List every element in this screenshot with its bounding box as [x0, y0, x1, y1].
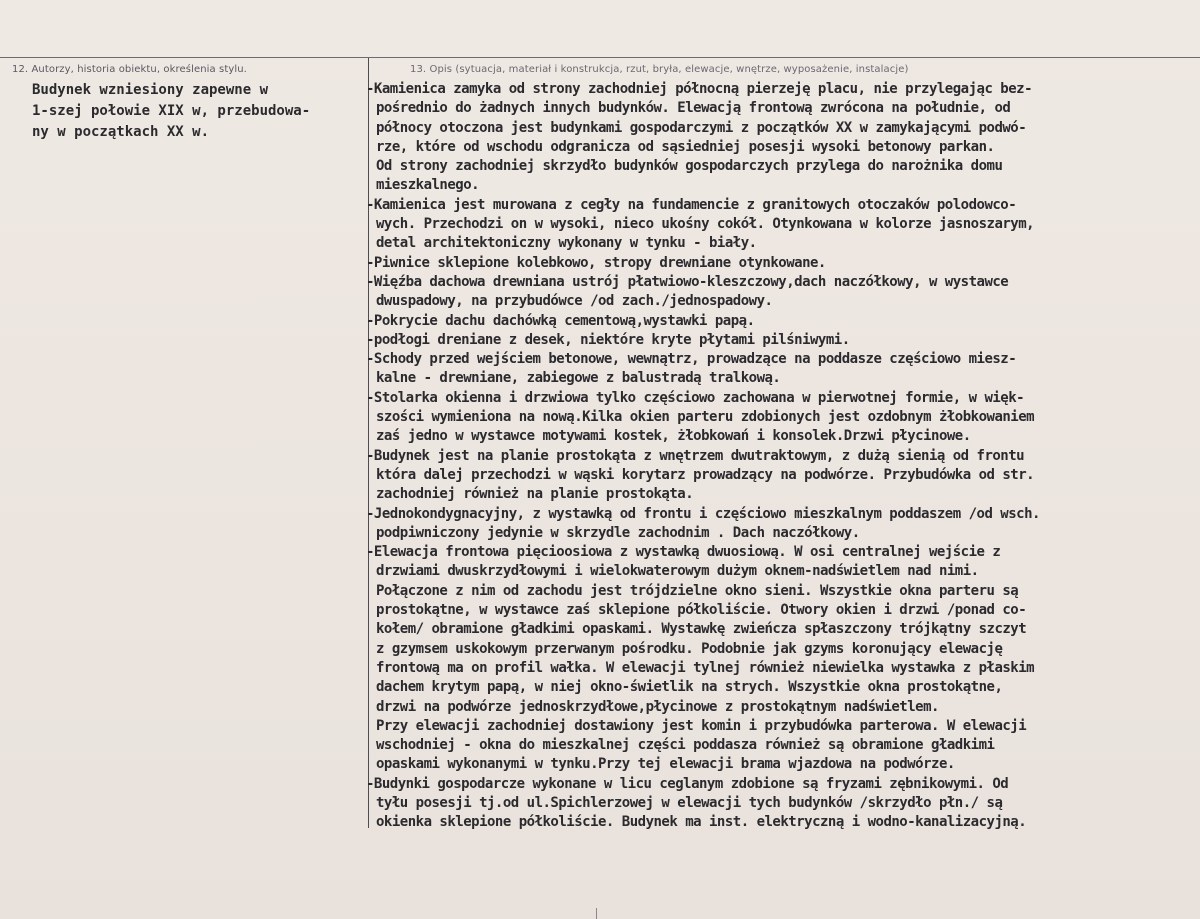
section-12-line: Budynek wzniesiony zapewne w	[32, 82, 269, 98]
section-13-line: -Elewacja frontowa pięcioosiowa z wystawką dwuosiową. W osi centralnej wejście z	[366, 544, 1001, 561]
section-13-line: podpiwniczony jedynie w skrzydle zachodnim . Dach naczółkowy.	[376, 524, 860, 541]
section-13-line: -podłogi dreniane z desek, niektóre kryte płytami pilśniwymi.	[366, 331, 850, 348]
section-13-line: Połączone z nim od zachodu jest trójdzielne okno sieni. Wszystkie okna parteru są	[376, 582, 1019, 599]
section-13-line: kołem/ obramione gładkimi opaskami. Wystawkę zwieńcza spłaszczony trójkątny szczyt	[376, 621, 1027, 638]
section-13-line: północy otoczona jest budynkami gospodarczymi z początków XX w zamykającymi podwó-	[376, 119, 1027, 136]
section-13-line: Od strony zachodniej skrzydło budynków gospodarczych przylega do narożnika domu	[376, 158, 1003, 175]
section-13-line: -Piwnice sklepione kolebkowo, stropy drewniane otynkowane.	[366, 254, 826, 271]
section-13-line: wych. Przechodzi on w wysoki, nieco ukośny cokół. Otynkowana w kolorze jasnoszarym,	[376, 216, 1035, 233]
section-13-line: dachem krytym papą, w niej okno-świetlik na strych. Wszystkie okna prostokątne,	[376, 679, 1003, 696]
section-13-line: prostokątne, w wystawce zaś sklepione półkoliście. Otwory okien i drzwi /ponad co-	[376, 602, 1027, 619]
section-13-line: opaskami wykonanymi w tynku.Przy tej elewacji brama wjazdowa na podwórze.	[376, 756, 955, 773]
section-12-text	[32, 80, 352, 143]
section-13-line: -Kamienica zamyka od strony zachodniej północną pierzeję placu, nie przylegając bez-	[366, 81, 1033, 97]
bottom-tick-mark	[596, 908, 597, 919]
section-13-line: mieszkalnego.	[376, 177, 480, 194]
section-12-label: 12. Autorzy, historia obiektu, określenia stylu.	[12, 64, 247, 75]
section-13-line: -Jednokondygnacyjny, z wystawką od frontu i częściowo mieszkalnym poddaszem /od wsch.	[366, 505, 1040, 522]
section-13-line: -Budynki gospodarcze wykonane w licu ceglanym zdobione są fryzami zębnikowymi. Od	[366, 775, 1009, 792]
section-13-line: kalne - drewniane, zabiegowe z balustradą tralkową.	[376, 370, 781, 387]
section-13-line: Przy elewacji zachodniej dostawiony jest komin i przybudówka parterowa. W elewacji	[376, 717, 1027, 734]
section-13-line: rze, które od wschodu odgranicza od sąsiedniej posesji wysoki betonowy parkan.	[376, 138, 995, 155]
section-13-line: zaś jedno w wystawce motywami kostek, żłobkowań i konsolek.Drzwi płycinowe.	[376, 428, 971, 445]
top-rule	[0, 57, 1200, 58]
section-13-line: pośrednio do żadnych innych budynków. Elewacją frontową zwrócona na południe, od	[376, 100, 1011, 117]
section-13-line: wschodniej - okna do mieszkalnej części poddasza również są obramione gładkimi	[376, 737, 995, 754]
section-13-line: frontową ma on profil wałka. W elewacji tylnej również niewielka wystawka z płaskim	[376, 659, 1035, 676]
section-13-line: drzwiami dwuskrzydłowymi i wielokwaterowym dużym oknem-nadświetlem nad nimi.	[376, 563, 979, 580]
section-13-text	[366, 80, 1200, 833]
section-13-line: z gzymsem uskokowym przerwanym pośrodku. Podobnie jak gzyms koronujący elewację	[376, 640, 1003, 657]
section-13-line: która dalej przechodzi w wąski korytarz prowadzący na podwórze. Przybudówka od str.	[376, 466, 1035, 483]
section-13-line: -Budynek jest na planie prostokąta z wnętrzem dwutraktowym, z dużą sienią od frontu	[366, 447, 1025, 464]
section-13-line: okienka sklepione półkoliście. Budynek ma inst. elektryczną i wodno-kanalizacyjną.	[376, 814, 1027, 831]
section-13-line: -Schody przed wejściem betonowe, wewnątrz, prowadzące na poddasze częściowo miesz-	[366, 351, 1017, 368]
section-13-line: -Kamienica jest murowana z cegły na fundamencie z granitowych otoczaków polodowco-	[366, 196, 1017, 213]
section-13-line: dwuspadowy, na przybudówce /od zach./jednospadowy.	[376, 293, 773, 310]
section-13-line: detal architektoniczny wykonany w tynku - biały.	[376, 235, 757, 252]
section-13-line: drzwi na podwórze jednoskrzydłowe,płycinowe z prostokątnym nadświetlem.	[376, 698, 939, 715]
section-13-line: tyłu posesji tj.od ul.Spichlerzowej w elewacji tych budynków /skrzydło płn./ są	[376, 794, 1003, 811]
section-12-line: 1-szej połowie XIX w, przebudowa-	[32, 103, 311, 119]
section-13-label: 13. Opis (sytuacja, materiał i konstrukcja, rzut, bryła, elewacje, wnętrze, wyposażenie, instalacje)	[410, 64, 909, 75]
section-13-line: -Więźba dachowa drewniana ustrój płatwiowo-kleszczowy,dach naczółkowy, w wystawce	[366, 273, 1009, 290]
section-13-line: -Pokrycie dachu dachówką cementową,wystawki papą.	[366, 312, 755, 329]
section-13-line: -Stolarka okienna i drzwiowa tylko częściowo zachowana w pierwotnej formie, w więk-	[366, 389, 1025, 406]
section-12-line: ny w początkach XX w.	[32, 124, 210, 140]
section-13-line: zachodniej również na planie prostokąta.	[376, 486, 694, 503]
section-13-line: szości wymieniona na nową.Kilka okien parteru zdobionych jest ozdobnym żłobkowaniem	[376, 409, 1035, 426]
